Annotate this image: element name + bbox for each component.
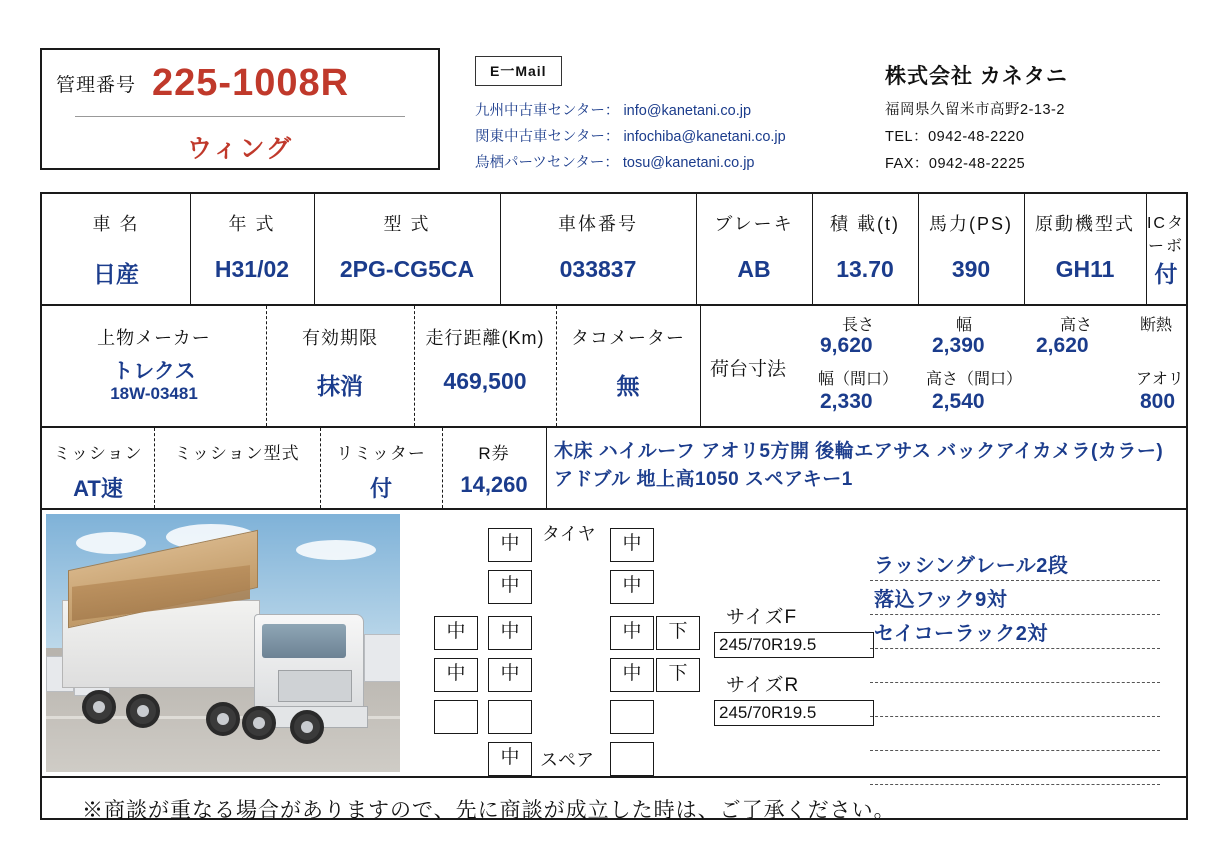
- spec-header: 車 名: [92, 214, 140, 234]
- size-rear-input[interactable]: 245/70R19.5: [714, 700, 874, 726]
- mission-cell-rticket: [442, 428, 546, 508]
- spec-cell-model: [314, 194, 500, 304]
- size-front-input[interactable]: 245/70R19.5: [714, 632, 874, 658]
- email-badge: E一Mail: [475, 56, 562, 86]
- spec-value: AB: [737, 256, 771, 282]
- tire-cell[interactable]: 中: [488, 570, 532, 604]
- body-value: 無: [616, 373, 640, 399]
- mission-cell-notes: [546, 428, 1186, 508]
- option-text: ラッシングレール2段: [874, 555, 1069, 577]
- option-text: 落込フック9対: [874, 589, 1008, 611]
- footer-row: [42, 778, 1186, 840]
- company-name: 株式会社 カネタニ: [885, 65, 1068, 88]
- cloud-shape: [296, 540, 376, 560]
- dimension-header: 高さ（間口）: [926, 371, 1023, 388]
- tire-cell[interactable]: 中: [610, 658, 654, 692]
- mission-value: 14,260: [460, 472, 528, 497]
- option-row[interactable]: [870, 682, 1160, 717]
- background-truck: [364, 634, 400, 682]
- body-header: 走行距離(Km): [425, 328, 545, 348]
- size-rear-label: サイズR: [726, 675, 800, 696]
- spec-row: [42, 194, 1186, 306]
- truck-wheel: [206, 702, 240, 736]
- tire-cell[interactable]: 中: [610, 570, 654, 604]
- spec-table: [40, 192, 1188, 820]
- body-cell-tacho: [556, 306, 700, 426]
- spec-cell-load: [812, 194, 918, 304]
- truck-wheel: [82, 690, 116, 724]
- mission-cell-model: [154, 428, 320, 508]
- email-line: [475, 151, 865, 172]
- spec-cell-engine: [1024, 194, 1146, 304]
- spec-value: 2PG-CG5CA: [339, 256, 475, 282]
- email-line: [475, 99, 865, 120]
- email-label: 九州中古車センター：: [475, 103, 620, 119]
- mission-cell-type: [42, 428, 154, 508]
- body-header: 上物メーカー: [97, 328, 211, 348]
- spec-cell-year: [190, 194, 314, 304]
- spec-value: 13.70: [836, 256, 894, 282]
- body-maker-code: 18W-03481: [110, 384, 198, 404]
- dimension-value: 2,540: [932, 390, 985, 413]
- spec-cell-turbo: [1146, 194, 1186, 304]
- spare-label: スペア: [540, 750, 594, 770]
- truck-windshield: [262, 624, 346, 658]
- body-header: タコメーター: [571, 328, 685, 348]
- option-row[interactable]: [870, 614, 1160, 649]
- body-maker-value: [42, 360, 266, 404]
- equipment-notes: 木床 ハイルーフ アオリ5方開 後輪エアサス バックアイカメラ(カラー) アドブル 地上高1050 スペアキー1: [554, 441, 1164, 490]
- company-block: [885, 60, 1195, 173]
- truck-wheel: [126, 694, 160, 728]
- tire-label: タイヤ: [542, 524, 596, 544]
- body-row: [42, 306, 1186, 428]
- dimension-value: 9,620: [820, 334, 873, 357]
- mission-header: リミッター: [336, 444, 426, 463]
- spec-header: 型 式: [383, 214, 431, 234]
- spec-value: 付: [1154, 261, 1178, 287]
- tire-cell-spare-right[interactable]: [610, 742, 654, 776]
- spec-header: 馬力(PS): [929, 214, 1013, 234]
- spec-value: 日産: [93, 261, 139, 287]
- company-address: 福岡県久留米市高野2-13-2: [885, 102, 1065, 118]
- management-number-row: [42, 50, 438, 116]
- body-cell-mileage: [414, 306, 556, 426]
- mission-header: ミッション: [53, 444, 143, 463]
- management-number-label: 管理番号: [56, 74, 137, 96]
- mission-value: AT速: [73, 476, 123, 501]
- body-type-value: ウィング: [186, 135, 293, 163]
- photo-tire-row: [42, 510, 1186, 778]
- tire-cell[interactable]: 下: [656, 616, 700, 650]
- email-address[interactable]: infochiba@kanetani.co.jp: [623, 129, 786, 145]
- tire-cell[interactable]: 中: [610, 528, 654, 562]
- spec-value: GH11: [1055, 256, 1115, 282]
- body-header: 有効期限: [302, 328, 378, 348]
- body-value: 469,500: [443, 368, 527, 394]
- email-address[interactable]: tosu@kanetani.co.jp: [622, 155, 755, 171]
- option-text: セイコーラック2対: [874, 623, 1048, 645]
- tire-cell[interactable]: 中: [488, 658, 532, 692]
- tire-cell[interactable]: [488, 700, 532, 734]
- tire-cell[interactable]: [434, 700, 478, 734]
- email-label: 鳥栖パーツセンター：: [475, 155, 619, 171]
- email-block: [475, 56, 865, 172]
- sheet-header: [40, 48, 1188, 176]
- truck-wheel: [290, 710, 324, 744]
- spec-header: 車体番号: [558, 214, 638, 234]
- tire-cell[interactable]: 中: [488, 528, 532, 562]
- footer-note: ※商談が重なる場合がありますので、先に商談が成立した時は、ご了承ください。: [82, 799, 896, 822]
- option-row[interactable]: [870, 546, 1160, 581]
- tire-cell[interactable]: 中: [434, 616, 478, 650]
- spec-cell-name: [42, 194, 190, 304]
- mission-row: [42, 428, 1186, 510]
- company-tel: TEL：0942-48-2220: [885, 129, 1025, 145]
- email-line: [475, 125, 865, 146]
- option-row[interactable]: [870, 648, 1160, 683]
- body-cell-dimensions: [700, 306, 1186, 426]
- truck-grille: [278, 670, 352, 702]
- body-value: 抹消: [317, 373, 363, 399]
- tire-condition-grid: [414, 510, 704, 776]
- tire-cell-spare[interactable]: 中: [488, 742, 532, 776]
- spec-cell-chassis: [500, 194, 696, 304]
- option-row[interactable]: [870, 580, 1160, 615]
- truck-wheel: [242, 706, 276, 740]
- mission-cell-limiter: [320, 428, 442, 508]
- option-row[interactable]: [870, 716, 1160, 751]
- spec-header: 積 載(t): [830, 214, 900, 234]
- spec-cell-power: [918, 194, 1024, 304]
- dimension-header: 断熱: [1140, 317, 1173, 334]
- dimension-header: アオリ: [1136, 371, 1184, 388]
- tire-cell[interactable]: 中: [610, 616, 654, 650]
- dimension-value: 2,330: [820, 390, 873, 413]
- mission-header: R券: [478, 444, 510, 463]
- spec-header: ICターボ: [1146, 215, 1185, 255]
- spec-value: 390: [951, 256, 991, 282]
- tire-cell[interactable]: 中: [488, 616, 532, 650]
- dimension-value: 800: [1140, 390, 1176, 413]
- vehicle-photo: [46, 514, 400, 772]
- tire-cell[interactable]: 下: [656, 658, 700, 692]
- dimension-header: 高さ: [1060, 317, 1093, 334]
- size-front-label: サイズF: [726, 607, 798, 628]
- dimension-value: 2,390: [932, 334, 985, 357]
- mission-header: ミッション型式: [174, 444, 300, 463]
- spec-header: 原動機型式: [1035, 214, 1135, 234]
- mission-value: 付: [369, 476, 392, 501]
- company-fax: FAX：0942-48-2225: [885, 156, 1026, 172]
- spec-value: 033837: [559, 256, 637, 282]
- spec-value: H31/02: [214, 256, 290, 282]
- dimension-value: 2,620: [1036, 334, 1089, 357]
- body-cell-maker: [42, 306, 266, 426]
- tire-cell[interactable]: 中: [434, 658, 478, 692]
- spec-header: ブレーキ: [714, 214, 794, 234]
- spec-cell-brake: [696, 194, 812, 304]
- body-cell-expiry: [266, 306, 414, 426]
- email-address[interactable]: info@kanetani.co.jp: [623, 103, 752, 119]
- dimension-header: 幅（間口）: [818, 371, 899, 388]
- management-number-box: [40, 48, 440, 170]
- tire-cell[interactable]: [610, 700, 654, 734]
- body-maker-name: トレクス: [112, 360, 196, 383]
- dimensions-label: 荷台寸法: [710, 359, 787, 380]
- dimension-header: 長さ: [842, 317, 875, 334]
- management-number-value: 225-1008R: [152, 61, 350, 104]
- cloud-shape: [76, 532, 146, 554]
- dimension-header: 幅: [956, 317, 973, 334]
- email-label: 関東中古車センター：: [475, 129, 620, 145]
- options-list: [870, 510, 1180, 776]
- spec-header: 年 式: [228, 214, 276, 234]
